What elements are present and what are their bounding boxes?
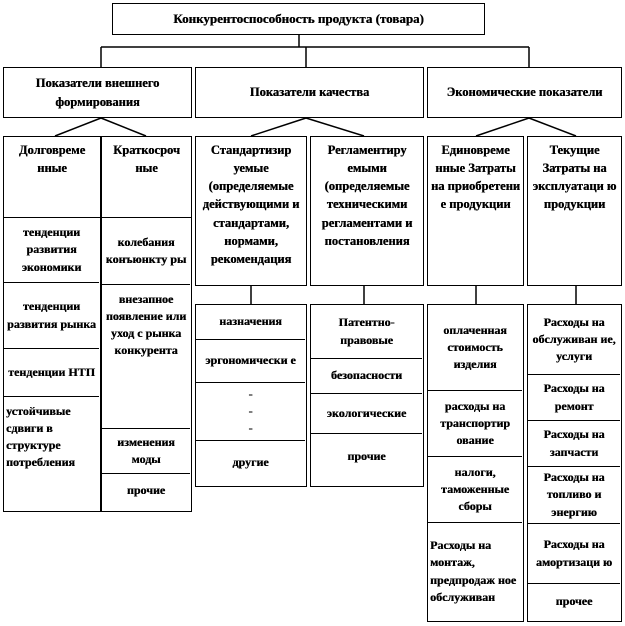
list-item [196, 441, 305, 485]
list-item-text: Расходы на ремонт [543, 381, 605, 413]
subgroup-standardized-label: Стандартизир уемые (определяемые действующими и стандартами, нормами, рекомендация [202, 143, 300, 266]
list-item-text: устойчивые сдвиги в структуре потребления [6, 404, 75, 470]
list-item-text: оплаченная стоимость изделия [443, 322, 507, 372]
list-item-text: Расходы на монтаж, предпродаж ное обслуживан [430, 538, 517, 604]
list-item-text: - [248, 421, 253, 436]
list-item [311, 305, 422, 359]
group-economic-label: Экономические показатели [446, 85, 603, 100]
list-item [311, 359, 422, 394]
list-item [428, 305, 522, 391]
subgroup-one-time [427, 136, 524, 286]
list-item-text: - [248, 403, 253, 418]
subgroup-current-label: Текущие Затраты на эксплуатаци ю продукции [532, 143, 617, 212]
list-item [528, 524, 620, 584]
list-item [196, 383, 305, 441]
subgroup-one-time-label: Единовреме нные Затраты на приобретени е продукции [430, 143, 521, 212]
list-item-text: Расходы на топливо и энергию [543, 470, 605, 519]
list-item [528, 421, 620, 467]
list-item-text: колебания конъюнкту ры [105, 234, 187, 266]
list-item-text: Расходы на амортизаци ю [535, 537, 613, 569]
list-current [527, 304, 622, 622]
list-item-text: Патентно-правовые [338, 315, 395, 347]
list-item-text: тенденции развития рынка [7, 299, 96, 331]
list-item [311, 394, 422, 434]
list-item-text: прочие [347, 448, 386, 463]
list-item-text: тенденции развития экономики [21, 225, 82, 274]
list-item [4, 349, 99, 397]
list-one-time [427, 304, 524, 622]
list-item-text: безопасности [330, 368, 403, 383]
list-item [4, 283, 99, 349]
subgroup-long-term-label: Долговреме нные [18, 143, 86, 176]
subgroup-regulated [310, 136, 424, 286]
list-item-text: экологические [326, 405, 407, 420]
list-item [102, 285, 190, 429]
subgroup-standardized [195, 136, 307, 286]
list-item [528, 467, 620, 524]
list-item-text: налоги, таможенные сборы [440, 464, 510, 514]
list-item [428, 457, 522, 523]
list-item-text: прочие [126, 482, 166, 497]
list-long-term [3, 217, 101, 512]
root-title-box [112, 3, 485, 35]
list-item [4, 218, 99, 283]
group-quality-label: Показатели качества [249, 85, 370, 100]
group-external [3, 67, 192, 118]
list-item-text: изменения моды [117, 434, 175, 466]
list-item-text: внезапное появление или уход с рынка конкурента [105, 292, 187, 358]
list-item-text: назначения [219, 314, 282, 329]
subgroup-regulated-label: Регламентиру емыми (определяемые техническими регламентами и постановления [321, 143, 413, 248]
list-item [311, 434, 422, 479]
group-quality [195, 67, 424, 118]
list-item-text: другие [232, 455, 269, 470]
list-item [102, 474, 190, 507]
group-external-label: Показатели внешнего формирования [35, 76, 160, 109]
list-item [428, 391, 522, 457]
list-item [4, 397, 99, 507]
list-standardized [195, 304, 307, 487]
list-regulated [310, 304, 424, 487]
list-item [102, 218, 190, 285]
list-item-text: тенденции НТП [8, 364, 95, 379]
list-item [428, 523, 522, 620]
list-item [528, 375, 620, 421]
list-item-text: прочее [555, 594, 593, 609]
list-item [196, 305, 305, 340]
group-economic [427, 67, 622, 118]
list-item [196, 340, 305, 383]
list-item [528, 584, 620, 620]
subgroup-current [527, 136, 622, 286]
subgroup-short-term-label: Краткосроч ные [113, 143, 180, 176]
list-item [102, 429, 190, 474]
list-short-term [101, 217, 192, 512]
list-item [528, 305, 620, 375]
list-item-text: расходы на транспортир ование [440, 398, 510, 448]
list-item-text: Расходы на обслуживан ие, услуги [532, 314, 616, 364]
list-item-text: эргономически е [205, 353, 296, 368]
root-title: Конкурентоспособность продукта (товара) [173, 10, 424, 26]
list-item-text: - [248, 386, 253, 401]
list-item-text: Расходы на запчасти [543, 427, 605, 459]
